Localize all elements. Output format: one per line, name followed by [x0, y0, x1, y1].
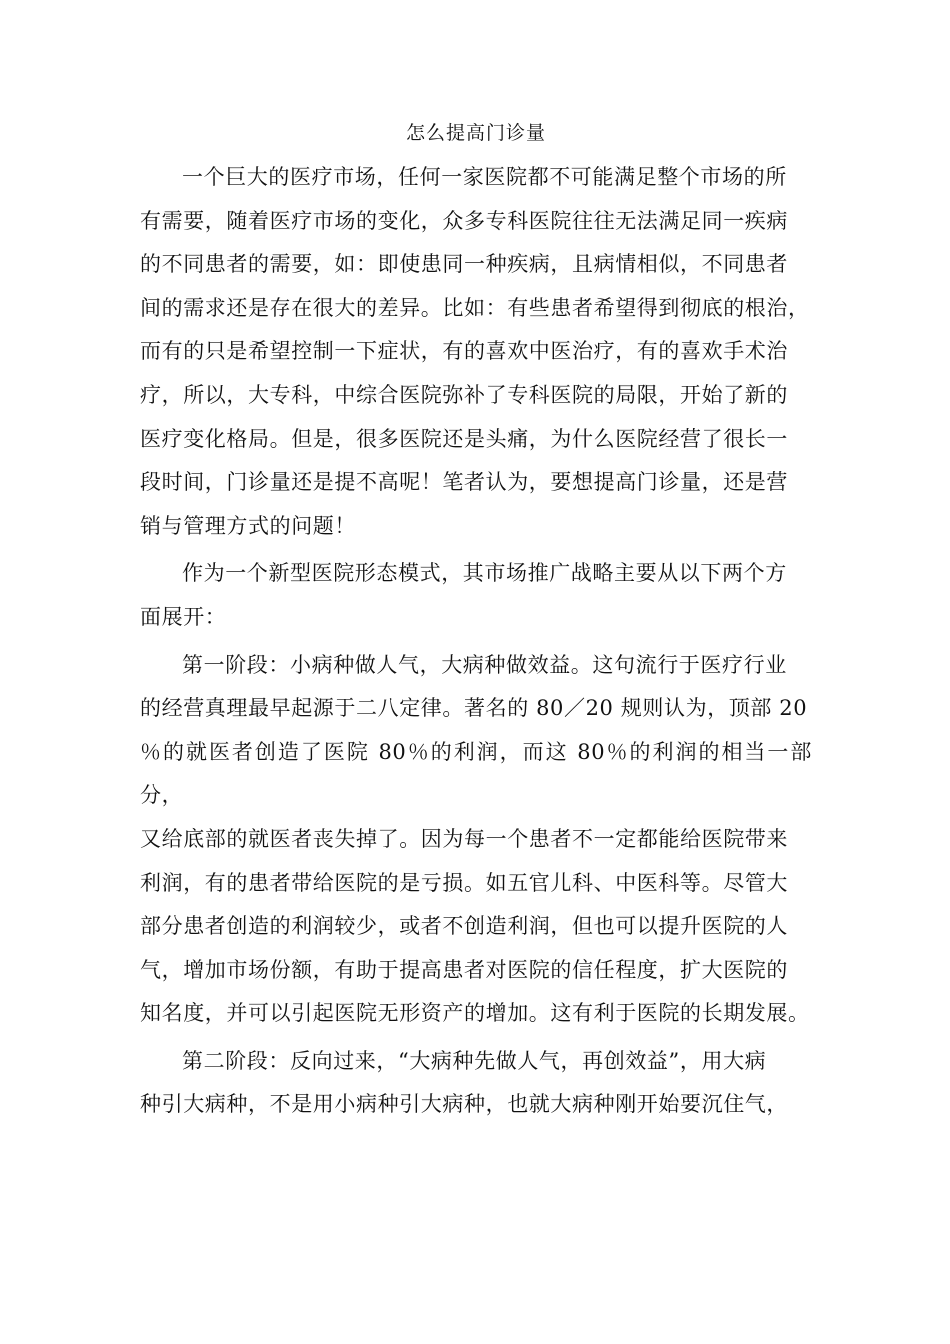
paragraph — [140, 552, 812, 639]
paragraph — [140, 644, 812, 1036]
document-body — [140, 156, 812, 1127]
paragraph-line: 知名度，并可以引起医院无形资产的增加。这有利于医院的长期发展。 — [140, 1001, 810, 1026]
paragraph-line: 面展开： — [140, 604, 227, 629]
paragraph-line: 有需要，随着医疗市场的变化，众多专科医院往往无法满足同一疾病 — [140, 208, 788, 233]
document-page — [140, 118, 812, 1131]
paragraph-line: 第二阶段：反向过来，“大病种先做人气，再创效益”，用大病 — [182, 1048, 767, 1073]
paragraph-line: 又给底部的就医者丧失掉了。因为每一个患者不一定都能给医院带来 — [140, 826, 788, 851]
paragraph-line: 销与管理方式的问题！ — [140, 513, 356, 538]
paragraph-line: 第一阶段：小病种做人气，大病种做效益。这句流行于医疗行业 — [182, 652, 787, 677]
paragraph-line: 气，增加市场份额，有助于提高患者对医院的信任程度，扩大医院的 — [140, 957, 788, 982]
paragraph-line: 医疗变化格局。但是，很多医院还是头痛，为什么医院经营了很长一 — [140, 426, 788, 451]
paragraph-line: 段时间，门诊量还是提不高呢！笔者认为，要想提高门诊量，还是营 — [140, 470, 788, 495]
document-title: 怎么提高门诊量 — [405, 122, 546, 144]
paragraph-line: 一个巨大的医疗市场，任何一家医院都不可能满足整个市场的所 — [182, 165, 787, 189]
paragraph-line: 间的需求还是存在很大的差异。比如：有些患者希望得到彻底的根治， — [140, 295, 810, 320]
paragraph-line: ％的就医者创造了医院 80％的利润，而这 80％的利润的相当一部分， — [140, 739, 812, 808]
paragraph-line: 疗，所以，大专科，中综合医院弥补了专科医院的局限，开始了新的 — [140, 382, 788, 407]
paragraph-line: 的经营真理最早起源于二八定律。著名的 80／20 规则认为，顶部 20 — [140, 696, 808, 721]
paragraph-line: 部分患者创造的利润较少，或者不创造利润，但也可以提升医院的人 — [140, 914, 788, 939]
paragraph-line: 作为一个新型医院形态模式，其市场推广战略主要从以下两个方 — [182, 561, 787, 586]
paragraph — [140, 1040, 812, 1127]
paragraph-line: 利润，有的患者带给医院的是亏损。如五官儿科、中医科等。尽管大 — [140, 870, 788, 895]
paragraph-line: 而有的只是希望控制一下症状，有的喜欢中医治疗，有的喜欢手术治 — [140, 339, 788, 364]
paragraph-line: 种引大病种，不是用小病种引大病种，也就大病种刚开始要沉住气， — [140, 1092, 788, 1117]
paragraph — [140, 156, 812, 548]
paragraph-line: 的不同患者的需要，如：即使患同一种疾病，且病情相似，不同患者 — [140, 252, 788, 277]
